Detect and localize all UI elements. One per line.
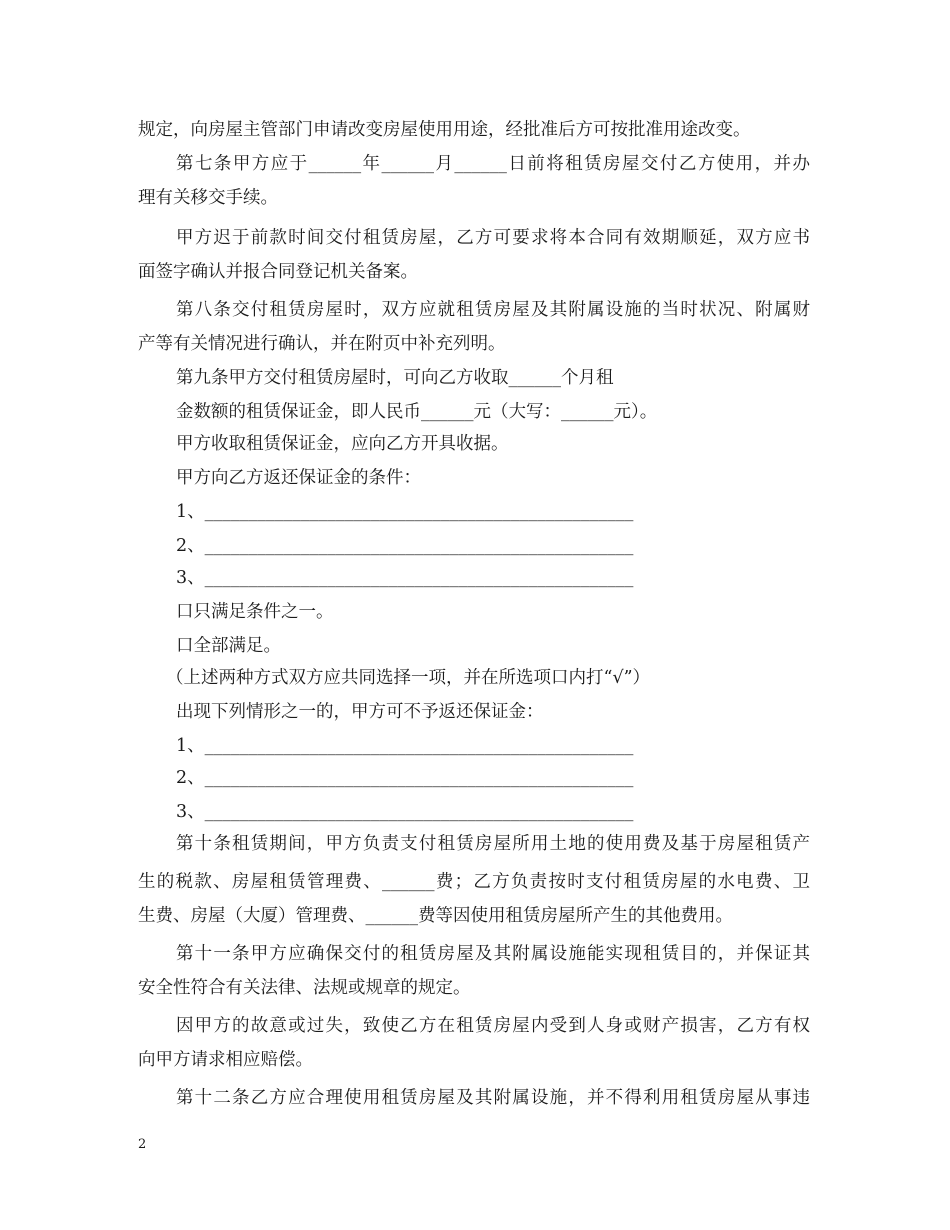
line-text: 第十二条乙方应合理使用租赁房屋及其附属设施，并不得利用租赁房屋从事违 — [176, 1088, 810, 1108]
blank-item-line — [176, 733, 633, 759]
paragraph-line-23 — [138, 869, 810, 895]
line-text: （上述两种方式双方应共同选择一项，并在所选项口内打“√”） — [166, 668, 651, 688]
line-text: 第八条交付租赁房屋时，双方应就租赁房屋及其附属设施的当时状况、附属财 — [176, 300, 810, 320]
line-text: 第九条甲方交付租赁房屋时，可向乙方收取______个月租 — [176, 368, 614, 388]
blank-item-line — [176, 799, 633, 825]
line-text: 生的税款、房屋租赁管理费、______费；乙方负责按时支付租赁房屋的水电费、卫 — [138, 872, 810, 892]
line-text: 出现下列情形之一的，甲方可不予返还保证金： — [176, 702, 544, 722]
paragraph-line-24 — [138, 903, 733, 929]
paragraph-line-11 — [176, 465, 421, 491]
line-text: 产等有关情况进行确认，并在附页中补充列明。 — [138, 334, 506, 354]
blank-item-line — [176, 499, 633, 525]
paragraph-line-2 — [176, 151, 810, 177]
paragraph-line-22 — [176, 831, 810, 857]
blank-item-line — [176, 765, 633, 791]
paragraph-line-18 — [176, 699, 544, 725]
paragraph-line-5 — [138, 259, 418, 285]
paragraph-line-3 — [138, 185, 278, 211]
page-number: 2 — [138, 1137, 147, 1152]
blank-item-line — [176, 565, 633, 591]
line-text: 第十条租赁期间，甲方负责支付租赁房屋所用土地的使用费及基于房屋租赁产 — [176, 834, 810, 854]
paragraph-line-8 — [176, 365, 614, 391]
line-text: 第七条甲方应于______年______月______日前将租赁房屋交付乙方使用，并办 — [176, 154, 810, 174]
line-text: 口只满足条件之一。 — [176, 602, 334, 622]
line-text: 因甲方的故意或过失，致使乙方在租赁房屋内受到人身或财产损害，乙方有权 — [176, 1016, 810, 1036]
paragraph-line-6 — [176, 297, 810, 323]
line-text: 第十一条甲方应确保交付的租赁房屋及其附属设施能实现租赁目的，并保证其 — [176, 944, 810, 964]
line-text: 生费、房屋（大厦）管理费、______费等因使用租赁房屋所产生的其他费用。 — [138, 906, 733, 926]
line-text: 规定，向房屋主管部门申请改变房屋使用用途，经批准后方可按批准用途改变。 — [138, 120, 751, 140]
line-text: 安全性符合有关法律、法规或规章的规定。 — [138, 978, 471, 998]
line-text: 面签字确认并报合同登记机关备案。 — [138, 262, 418, 282]
line-text: 甲方迟于前款时间交付租赁房屋，乙方可要求将本合同有效期顺延，双方应书 — [176, 228, 810, 248]
paragraph-line-29 — [176, 1085, 810, 1111]
line-text: 2、_________________________________________________ — [176, 768, 634, 788]
line-text: 3、_________________________________________________ — [176, 568, 634, 588]
paragraph-line-1 — [0, 117, 810, 143]
line-text: 1、_________________________________________________ — [176, 736, 634, 756]
paragraph-line-27 — [176, 1013, 810, 1039]
paragraph-line-28 — [138, 1047, 313, 1073]
line-text: 1、_________________________________________________ — [176, 502, 634, 522]
blank-item-line — [176, 533, 633, 559]
line-text: 甲方收取租赁保证金，应向乙方开具收据。 — [176, 434, 509, 454]
paragraph-line-9 — [176, 399, 657, 425]
line-text: 2、_________________________________________________ — [176, 536, 634, 556]
paragraph-line-26 — [138, 975, 471, 1001]
checkbox-option-line — [176, 599, 334, 625]
line-text: 向甲方请求相应赔偿。 — [138, 1050, 313, 1070]
line-text: 金数额的租赁保证金，即人民币______元（大写：______元）。 — [176, 402, 658, 422]
paragraph-line-17 — [166, 665, 650, 691]
paragraph-line-10 — [176, 431, 509, 457]
checkbox-option-line — [176, 633, 281, 659]
paragraph-line-4 — [176, 225, 810, 251]
line-text: 口全部满足。 — [176, 636, 281, 656]
line-text: 理有关移交手续。 — [138, 188, 278, 208]
line-text: 3、_________________________________________________ — [176, 802, 634, 822]
paragraph-line-7 — [138, 331, 506, 357]
line-text: 甲方向乙方返还保证金的条件： — [176, 468, 421, 488]
paragraph-line-25 — [176, 941, 810, 967]
